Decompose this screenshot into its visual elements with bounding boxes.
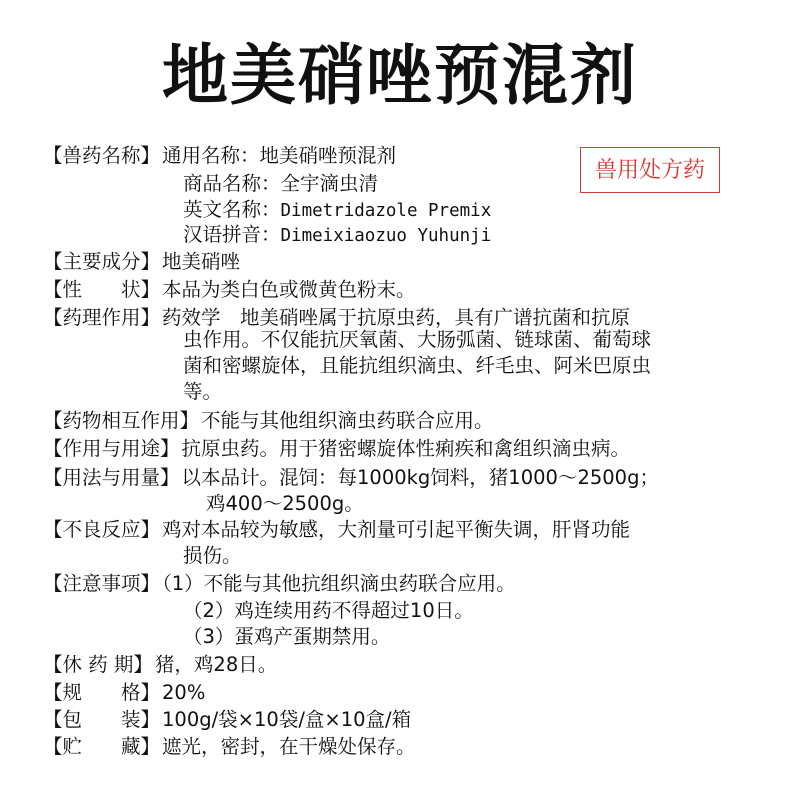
generic-name: 通用名称：地美硝唑预混剂 — [162, 144, 397, 167]
names-row — [43, 142, 396, 170]
pinyin-name: Dimeixiaozuo Yuhunji — [280, 226, 492, 246]
trade-name: 全宇滴虫清 — [280, 172, 379, 195]
precaution-item: （2）鸡连续用药不得超过10日。 — [183, 599, 474, 622]
interaction-label: 【药物相互作用】 — [43, 409, 200, 432]
storage-label: 【贮 藏】 — [43, 735, 161, 758]
appearance-label: 【性 状】 — [43, 278, 161, 301]
dosage-line: 以本品计。混饲：每1000kg饲料，猪1000～2500g； — [181, 466, 659, 489]
spec-row — [43, 679, 205, 707]
precaution-item: （1）不能与其他抗组织滴虫药联合应用。 — [162, 572, 516, 595]
precautions-label: 【注意事项】 — [43, 572, 161, 595]
indication-label: 【作用与用途】 — [43, 437, 180, 460]
precaution-item: （3）蛋鸡产蛋期禁用。 — [183, 625, 391, 648]
pharmacology-line: 药效学 地美硝唑属于抗原虫药，具有广谱抗菌和抗原 — [162, 306, 631, 329]
packaging-label: 【包 装】 — [43, 708, 161, 731]
indication-text: 抗原虫药。用于猪密螺旋体性痢疾和禽组织滴虫病。 — [181, 437, 631, 460]
packaging-text: 100g/袋×10袋/盒×10盒/箱 — [162, 708, 412, 731]
adverse-line: 鸡对本品较为敏感，大剂量可引起平衡失调，肝肾功能 — [162, 518, 631, 541]
pharmacology-line: 虫作用。不仅能抗厌氧菌、大肠弧菌、链球菌、葡萄球 — [183, 328, 652, 351]
rx-stamp: 兽用处方药 — [580, 147, 720, 193]
indication-row — [43, 435, 630, 463]
withdrawal-text: 猪，鸡28日。 — [154, 653, 278, 676]
adverse-row — [43, 516, 630, 544]
dosage-line: 鸡400～2500g。 — [206, 492, 364, 515]
ingredient-text: 地美硝唑 — [162, 250, 241, 273]
pharmacology-line: 等。 — [183, 380, 223, 403]
withdrawal-label: 【休 药 期】 — [43, 653, 153, 676]
interaction-text: 不能与其他组织滴虫药联合应用。 — [201, 409, 494, 432]
spec-text: 20% — [162, 681, 206, 704]
pinyin-row — [183, 221, 491, 250]
trade-name-prefix: 商品名称： — [183, 172, 281, 195]
names-label: 【兽药名称】 — [43, 144, 161, 167]
storage-row — [43, 733, 416, 761]
dosage-label: 【用法与用量】 — [43, 466, 180, 489]
trade-name-row — [183, 170, 378, 198]
packaging-row — [43, 706, 411, 734]
appearance-text: 本品为类白色或微黄色粉末。 — [162, 278, 416, 301]
storage-text: 遮光，密封，在干燥处保存。 — [162, 735, 416, 758]
pharmacology-line: 菌和密螺旋体，且能抗组织滴虫、纤毛虫、阿米巴原虫 — [183, 354, 652, 377]
adverse-label: 【不良反应】 — [43, 518, 161, 541]
pharmacology-label: 【药理作用】 — [43, 306, 161, 329]
pinyin-prefix: 汉语拼音： — [183, 223, 281, 246]
spec-label: 【规 格】 — [43, 681, 161, 704]
english-name: Dimetridazole Premix — [280, 201, 492, 221]
english-name-prefix: 英文名称： — [183, 198, 281, 221]
adverse-line: 损伤。 — [183, 544, 242, 567]
ingredient-row — [43, 248, 240, 276]
product-title: 地美硝唑预混剂 — [162, 37, 638, 114]
precautions-row — [43, 570, 516, 598]
interaction-row — [43, 407, 494, 435]
dosage-row — [43, 464, 659, 492]
appearance-row — [43, 276, 416, 304]
ingredient-label: 【主要成分】 — [43, 250, 161, 273]
withdrawal-row — [43, 651, 277, 679]
